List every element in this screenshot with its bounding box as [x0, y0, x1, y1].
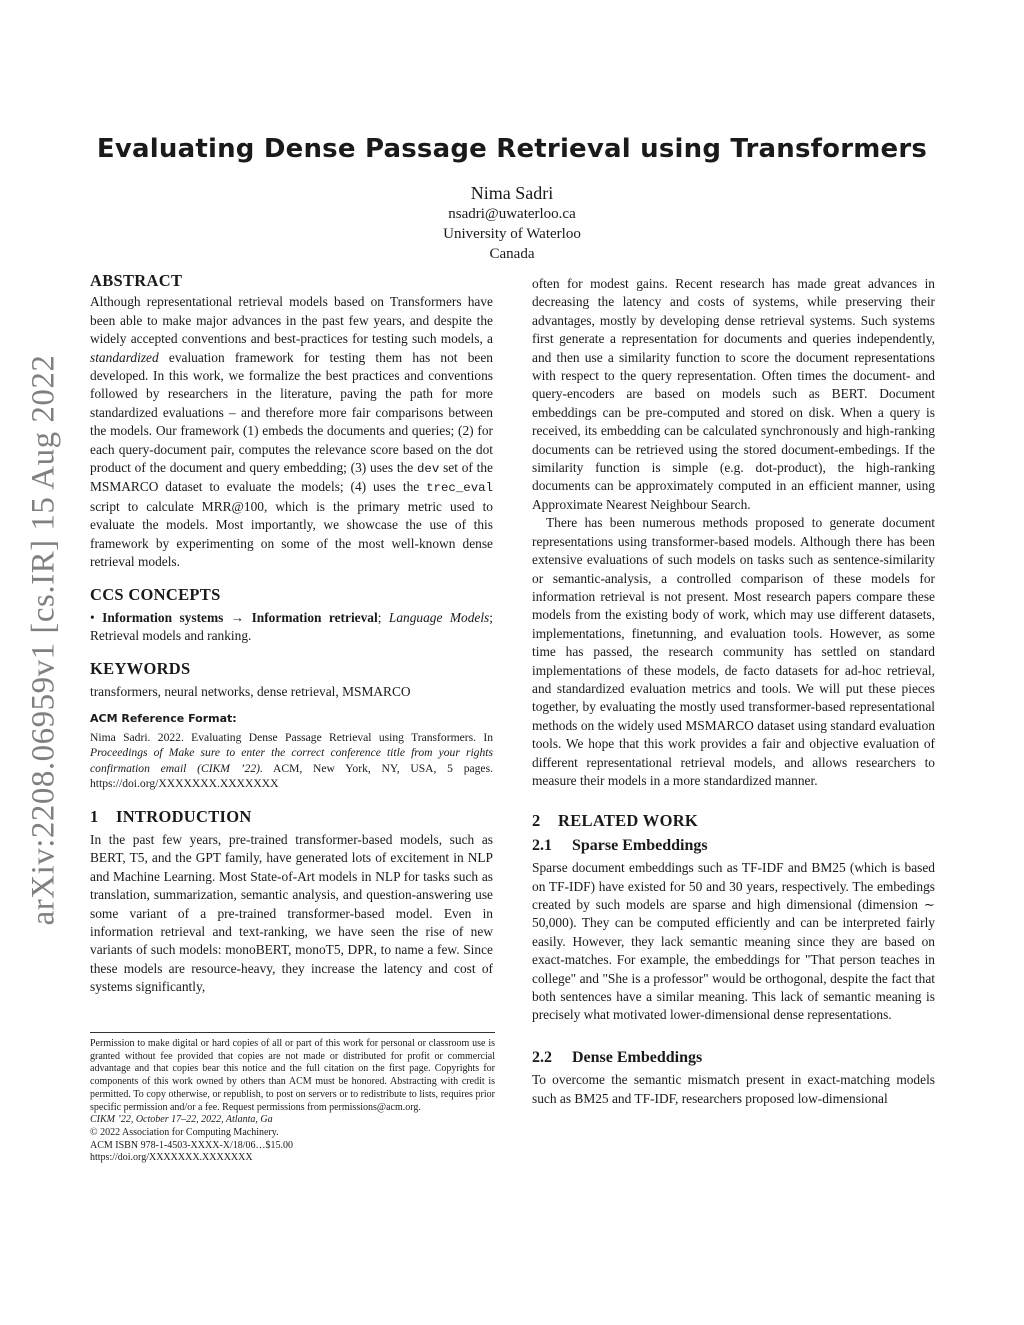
- permission-notice: Permission to make digital or hard copies of all or part of this work for personal or classroom use is granted without fee provided that copies are not made or distributed for profit or commercial advantage and that copies bear this notice and the full citation on the first page. Copyrights for components of this work owned by others than ACM must be honored. Abstracting with credit is permitted. To copy otherwise, or republish, to post on servers or to redistribute to lists, requires prior specific permission and/or a fee. Request permissions from permissions@acm.org.: [90, 1038, 495, 1113]
- doi-line: https://doi.org/XXXXXXX.XXXXXXX: [90, 1152, 253, 1164]
- acm-ref-heading: ACM Reference Format:: [90, 711, 237, 725]
- left-column: [90, 272, 493, 997]
- intro-paragraph-2: There has been numerous methods proposed to generate document representations using transformer-based models. Although there has been extensive evaluations of such models on tasks such as sentence-similarity or semantic-analysis, a controlled comparison of these models for information retrieval is not present. Most research papers compare these models from the existing body of work, which may use different datasets, implementations, finetunning, and evaluation tools. However, as some time has passed, the research community has settled on standard implementations of these models, de facto datasets for ad-hoc retrieval, and standardized evaluation metrics and tools. We will put these pieces together, by evaluating the mostly used transformer-based representational methods on the widely used MSMARCO dataset using standard evaluation tools. We hope that this work provides a fair and objective evaluation of different representational retrieval models, and allows researchers to measure their models in a more standardized manner.: [532, 515, 935, 788]
- copyright-line: © 2022 Association for Computing Machinery.: [90, 1126, 279, 1138]
- related-work-heading: 2 RELATED WORK: [532, 811, 699, 831]
- author-email: nsadri@uwaterloo.ca: [448, 206, 576, 222]
- author-name: Nima Sadri: [470, 183, 554, 203]
- paper-title: Evaluating Dense Passage Retrieval using Transformers: [96, 134, 928, 164]
- acm-ref-text: Nima Sadri. 2022. Evaluating Dense Passage Retrieval using Transformers. In Proceedings of Make sure to enter the correct conference title from your rights confirmation email (CIKM ’22). ACM, New York, NY, USA, 5 pages. https://doi.org/XXXXXXX.XXXXXXX: [90, 730, 493, 791]
- sparse-embeddings-text: Sparse document embeddings such as TF-IDF and BM25 (which is based on TF-IDF) have existed for 50 and 30 years, respectively. The embedings created by such models are sparse and high dimensional (dimension ∼ 50,000). They can be computed efficiently and can be interpreted fairly easily. However, they lack semantic meaning since they are based on exact-matches. For example, the embeddings for "That person teaches in college" and "She is a professor" would be orthogonal, despite the fact that both sentences have a similar meaning. This lack of semantic meaning is precisely what motivated lower-dimensional dense representations.: [532, 860, 935, 1023]
- venue-line: CIKM ’22, October 17–22, 2022, Atlanta, Ga: [90, 1114, 273, 1126]
- abstract-text: Although representational retrieval models based on Transformers have been able to make major advances in the past few years, and despite the widely accepted conventions and best-practices for testing such models, a standardized evaluation framework for testing them has not been developed. In this work, we formalize the best practices and conventions followed by researchers in the literature, paving the path for more standardized evaluations – and therefore more fair comparisons between the models. Our framework (1) embeds the documents and queries; (2) for each query-document pair, computes the relevance score based on the dot product of the document and query embedding; (3) uses the dev set of the MSMARCO dataset to evaluate the models; (4) uses the trec_eval script to calculate MRR@100, which is the primary metric used to evaluate the models. Most importantly, we showcase the use of this framework by experimenting on some of the most well-known dense retrieval models.: [90, 294, 493, 570]
- keywords-text: transformers, neural networks, dense retrieval, MSMARCO: [90, 684, 411, 700]
- dense-embeddings-heading: 2.2 Dense Embeddings: [532, 1048, 703, 1066]
- isbn-line: ACM ISBN 978-1-4503-XXXX-X/18/06…$15.00: [90, 1139, 294, 1151]
- author-country: Canada: [489, 246, 535, 262]
- dense-embeddings-text: To overcome the semantic mismatch present in exact-matching models such as BM25 and TF-IDF, researchers proposed low-dimensional: [532, 1072, 935, 1106]
- author-affiliation: University of Waterloo: [443, 226, 581, 242]
- intro-paragraph-1: In the past few years, pre-trained transformer-based models, such as BERT, T5, and the GPT family, have generated lots of excitement in NLP and Machine Learning. Most State-of-Art models in NLP for tasks such as translation, summarization, semantic analysis, and question-answering use some variant of a pre-trained transformer-based model. Even in information retrieval and text-ranking, we have seen the rise of new variants of such models: monoBERT, monoT5, DPR, to name a few. Since these models are resource-heavy, they increase the latency and cost of systems significantly,: [90, 831, 493, 995]
- sparse-embeddings-heading: 2.1 Sparse Embeddings: [532, 836, 708, 854]
- keywords-heading: KEYWORDS: [90, 658, 191, 678]
- arxiv-stamp: arXiv:2208.06959v1 [cs.IR] 15 Aug 2022: [25, 354, 62, 926]
- abstract-heading: ABSTRACT: [90, 271, 183, 290]
- intro-paragraph-1-continued: often for modest gains. Recent research has made great advances in decreasing the latency and costs of systems, while preserving their advantages, mostly by developing dense retrieval systems. Such systems first generate a representation for documents and queries independently, and then use a similarity function to score the document representations with respect to the query representation. Often times the document- and query-encoders are based on models such as BERT. Document embeddings can be pre-computed and stored on disk. When a query is received, its embedding can be calculated synchronously and high-ranking documents can be retrieved using the stored document-embedings. If the similarity function is simple (e.g. dot-product), the high-ranking documents can be approximately computed in an efficient manner, using Approximate Nearest Neighbour Search.: [532, 276, 935, 512]
- ccs-heading: CCS CONCEPTS: [90, 584, 221, 604]
- copyright-footnote: [90, 1032, 495, 1165]
- right-column: [532, 275, 935, 1108]
- ccs-text: • Information systems → Information retrieval; Language Models; Retrieval models and ranking.: [90, 609, 493, 644]
- intro-heading: 1 INTRODUCTION: [90, 806, 252, 826]
